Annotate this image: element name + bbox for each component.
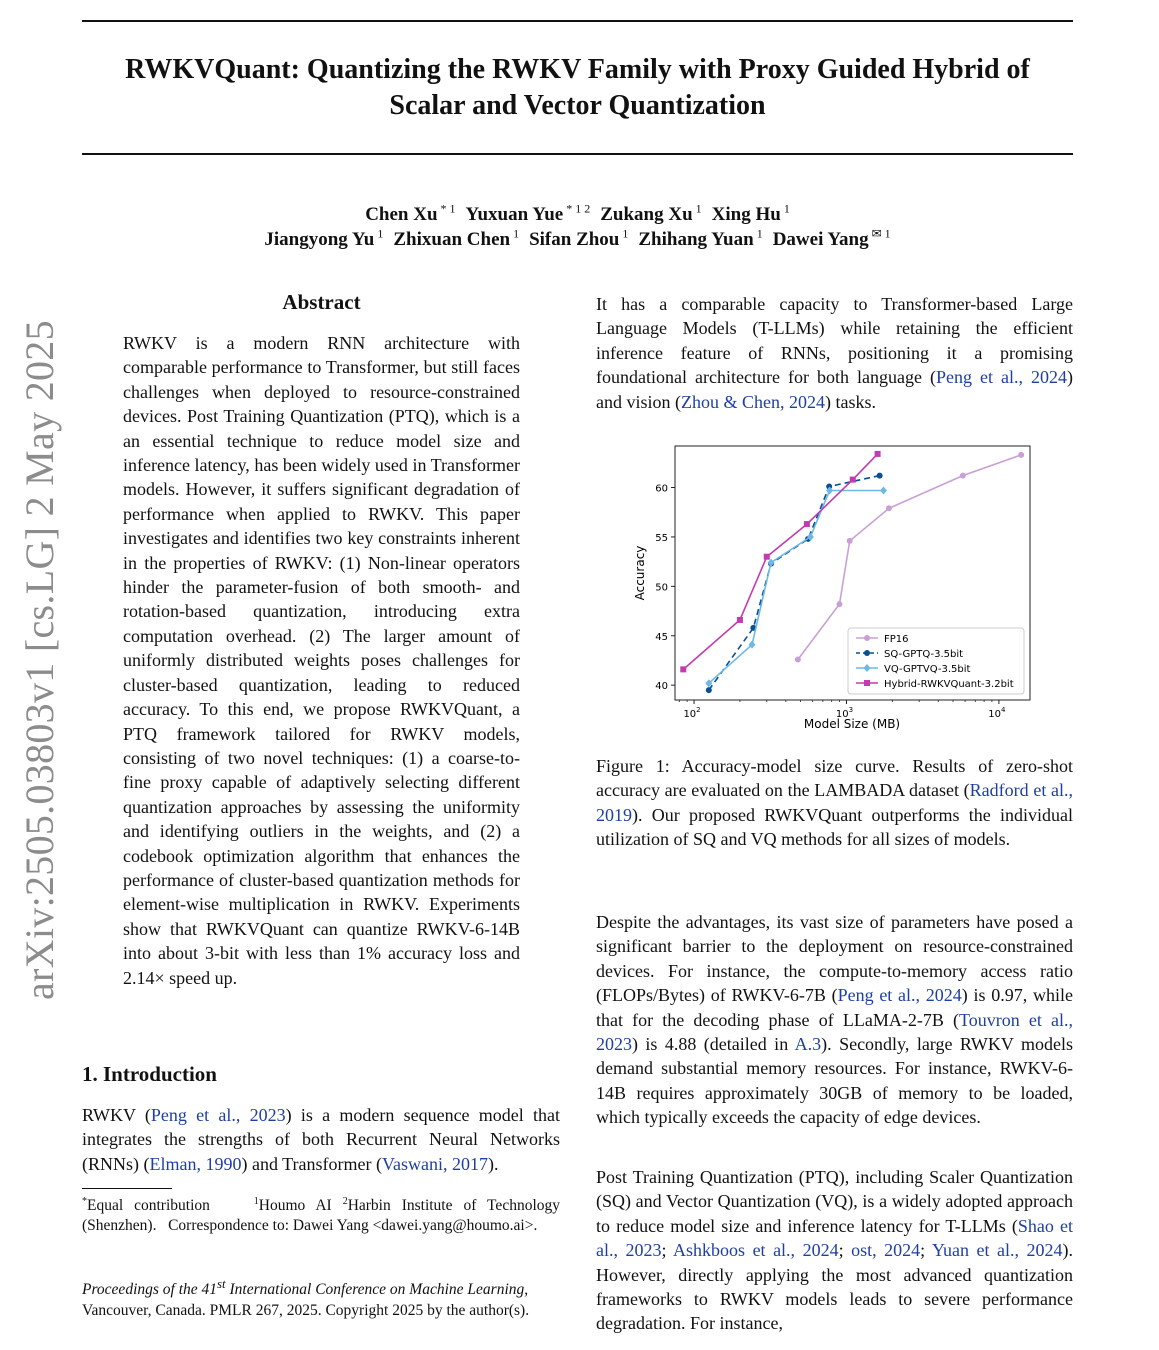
citation-link[interactable]: Peng et al., 2024 [837,985,962,1006]
text-span: ). However, directly applying the most advanced quantization frameworks to RWKV models leads to severe performance degradation. For instance, [596,1240,1073,1334]
data-point [850,477,856,483]
footnote-aff1: Houmo AI [258,1197,332,1215]
data-point [864,680,870,686]
title-bottom-rule [82,153,1073,155]
appendix-link[interactable]: A.3 [794,1034,822,1055]
text-span: ; [661,1240,674,1261]
data-point [764,554,770,560]
x-axis-label: Model Size (MB) [803,717,901,731]
citation-link[interactable]: Elman, 1990 [149,1153,242,1174]
citation-link[interactable]: Ashkboos et al., 2024 [673,1240,839,1261]
title-line-1: RWKVQuant: Quantizing the RWKV Family with Proxy Guided Hybrid of [125,54,1030,85]
author-name-text: Yuxuan Yue [465,204,564,226]
citation-link[interactable]: Peng et al., 2024 [935,367,1067,388]
citation-link[interactable]: ost, 2024 [851,1240,921,1261]
text-span: ). Secondly, large RWKV models demand substantial memory resources. For instance, RWKV-6-14B requires approximately 30GB of memory to be loaded, which typically exceeds the capacity of edge devices. [596,1034,1073,1128]
proceedings-note [82,1274,560,1321]
text-span: ) is 4.88 (detailed in [632,1034,795,1055]
right-paragraph-3 [596,1165,1073,1336]
citation-link[interactable]: Touvron et al., 2023 [596,1009,1073,1055]
data-point [960,473,966,479]
author-name [393,229,519,250]
figure-caption [596,754,1073,852]
abstract-text: RWKV is a modern RNN architecture with comparable performance to Transformer, but still faces challenges when deployed to resource-constrained devices. Post Training Quantization (PTQ), which is a an essential technique to reduce model size and inference latency, has been widely used in Transformer models. However, it suffers significant degradation of performance when applied to RWKV. This paper investigates and identifies two key constraints inherent in the properties of RWKV: (1) Non-linear operators hinder the parameter-fusion of both smooth- and rotation-based quantization, introducing extra computation overhead. (2) The larger amount of uniformly distributed weights poses challenges for cluster-based quantization, leading to reduced accuracy. To this end, we propose RWKVQuant, a PTQ framework tailored for RWKV models, consisting of two novel techniques: (1) a coarse-to-fine proxy capable of adaptively selecting different quantization approaches by assessing the uniformity and identifying outliers in the weights, and (2) a codebook optimization algorithm that enhances the performance of cluster-based quantization methods for element-wise multiplication in RWKV. Experiments show that RWKVQuant can quantize RWKV-6-14B into about 3-bit with less than 1% accuracy loss and 2.14× speed up. [123,333,520,988]
text-span: International Conference on Machine Learning [229,1281,525,1299]
author-name [638,229,762,250]
text-span: ) and Transformer ( [241,1153,382,1174]
text-span: , Vancouver, Canada. PMLR 267, 2025. Copyright 2025 by the author(s). [82,1281,530,1319]
author-affiliation-mark: 1 [692,202,702,216]
text-span: RWKV ( [82,1105,151,1125]
accuracy-vs-size-chart [630,438,1050,738]
text-span: ). [487,1153,499,1174]
text-span: st [217,1276,226,1291]
data-point [680,666,686,672]
x-tick-exponent: 4 [1001,706,1006,714]
data-point [847,538,853,544]
author-affiliation-mark: 1 [374,227,384,241]
text-span: ) tasks. [825,391,876,412]
arxiv-stamp: arXiv:2505.03803v1 [cs.LG] 2 May 2025 [17,320,62,1000]
introduction-paragraph [82,1103,560,1176]
citation-link[interactable]: Shao et al., 2023 [596,1215,1073,1261]
data-point [795,656,801,662]
author-affiliation-mark: 1 [780,202,790,216]
y-tick-label: 40 [655,681,668,693]
author-name [773,229,891,250]
text-span: Despite the advantages, its vast size of parameters have posed a significant barrier to the deployment on resource-constrained devices. For instance, the compute-to-memory access ratio (FLOPs/Bytes) of RWKV-6-7B ( [596,912,1073,1006]
data-point [864,635,870,641]
footnote-correspondence: Correspondence to: Dawei Yang <dawei.yang@houmo.ai>. [168,1217,538,1235]
x-tick-exponent: 3 [848,706,854,714]
introduction-heading: 1. Introduction [82,1062,217,1086]
x-tick-label: $10^3$ [835,706,854,720]
y-tick-label: 45 [655,631,668,643]
text-span: ; [838,1240,852,1261]
footnote-aff2: Harbin Institute of Technology (Shenzhen). [82,1197,561,1235]
top-rule [82,20,1073,22]
text-span: Post Training Quantization (PTQ), including Scaler Quantization (SQ) and Vector Quantization (VQ), is a widely adopted approach to reduce model size and inference latency for T-LLMs ( [596,1167,1073,1236]
author-affiliation-mark: * 1 [437,202,456,216]
author-name-text: Zhihang Yuan [638,229,754,251]
text-span: Proceedings of the [82,1281,198,1299]
author-name-text: Xing Hu [711,204,781,226]
text-span: ) is 0.97, while that for the decoding phase of LLaMA-2-7B ( [596,985,1074,1030]
y-tick-label: 50 [655,582,668,594]
text-span: Figure 1: Accuracy-model size curve. Results of zero-shot accuracy are evaluated on the LAMBADA dataset ( [596,756,1073,801]
text-span: 41 [201,1281,218,1299]
data-point [864,650,870,656]
author-name-text: Zhixuan Chen [393,229,511,251]
text-span: It has a comparable capacity to Transformer-based Large Language Models (T-LLMs) while retaining the efficient inference feature of RNNs, positioning it a promising foundational architecture for both language ( [596,294,1073,388]
author-affiliation-mark: 1 [510,227,520,241]
text-span: ). Our proposed RWKVQuant outperforms the individual utilization of SQ and VQ methods for all sizes of models. [596,804,1073,850]
footnote [82,1192,560,1236]
legend-label: FP16 [884,634,909,645]
author-name-text: Dawei Yang [772,229,869,251]
author-affiliation-mark: 1 [753,227,763,241]
title-line-2: Scalar and Vector Quantization [389,90,766,121]
data-point [886,505,892,511]
y-tick-label: 55 [655,532,668,544]
y-tick-label: 60 [655,483,668,495]
data-point [706,687,712,693]
x-tick-label: $10^4$ [988,706,1006,720]
data-point [836,601,842,607]
author-affiliation-mark: * 1 2 [563,202,591,216]
y-axis-ticks [655,484,675,693]
footnote-mark: 2 [342,1196,348,1207]
right-paragraph-2 [596,910,1073,1130]
text-span: ) is a modern sequence model that integrates the strengths of both Recurrent Neural Networks (RNNs) ( [82,1105,561,1174]
abstract-heading: Abstract [282,290,361,314]
citation-link[interactable]: Radford et al., 2019 [596,780,1073,825]
author-name-text: Zukang Xu [600,204,693,226]
author-name-text: Sifan Zhou [529,229,620,251]
author-name [264,229,383,250]
data-point [875,451,881,457]
author-name [529,229,628,250]
text-span: ; [920,1240,932,1261]
right-paragraph-1 [596,292,1073,414]
data-point [737,617,743,623]
author-name-text: Jiangyong Yu [264,229,375,251]
data-point [1018,452,1024,458]
paper-title [82,52,1073,124]
legend-label: VQ-GPTVQ-3.5bit [884,664,971,675]
citation-link[interactable]: Vaswani, 2017 [381,1153,488,1174]
citation-link[interactable]: Yuan et al., 2024 [931,1240,1063,1261]
text-span: ) and vision ( [596,367,1073,412]
data-point [877,473,883,479]
chart-legend [848,628,1024,694]
x-tick-exponent: 2 [696,706,701,714]
legend-label: Hybrid-RWKVQuant-3.2bit [884,679,1014,690]
footnote-equal: Equal contribution [87,1197,210,1215]
legend-label: SQ-GPTQ-3.5bit [884,649,964,660]
footnote-rule [82,1188,172,1189]
author-affiliation-mark: 1 [619,227,629,241]
author-name-text: Chen Xu [365,204,438,226]
y-axis-label: Accuracy [633,545,647,601]
citation-link[interactable]: Peng et al., 2023 [150,1105,286,1125]
authors-row-2 [82,222,1073,252]
footnote-mark: * [82,1196,87,1207]
footnote-mark: 1 [253,1196,259,1207]
citation-link[interactable]: Zhou & Chen, 2024 [681,391,825,412]
data-point [804,521,810,527]
author-affiliation-mark: ✉ 1 [868,227,891,241]
x-tick-label: $10^2$ [683,706,701,720]
